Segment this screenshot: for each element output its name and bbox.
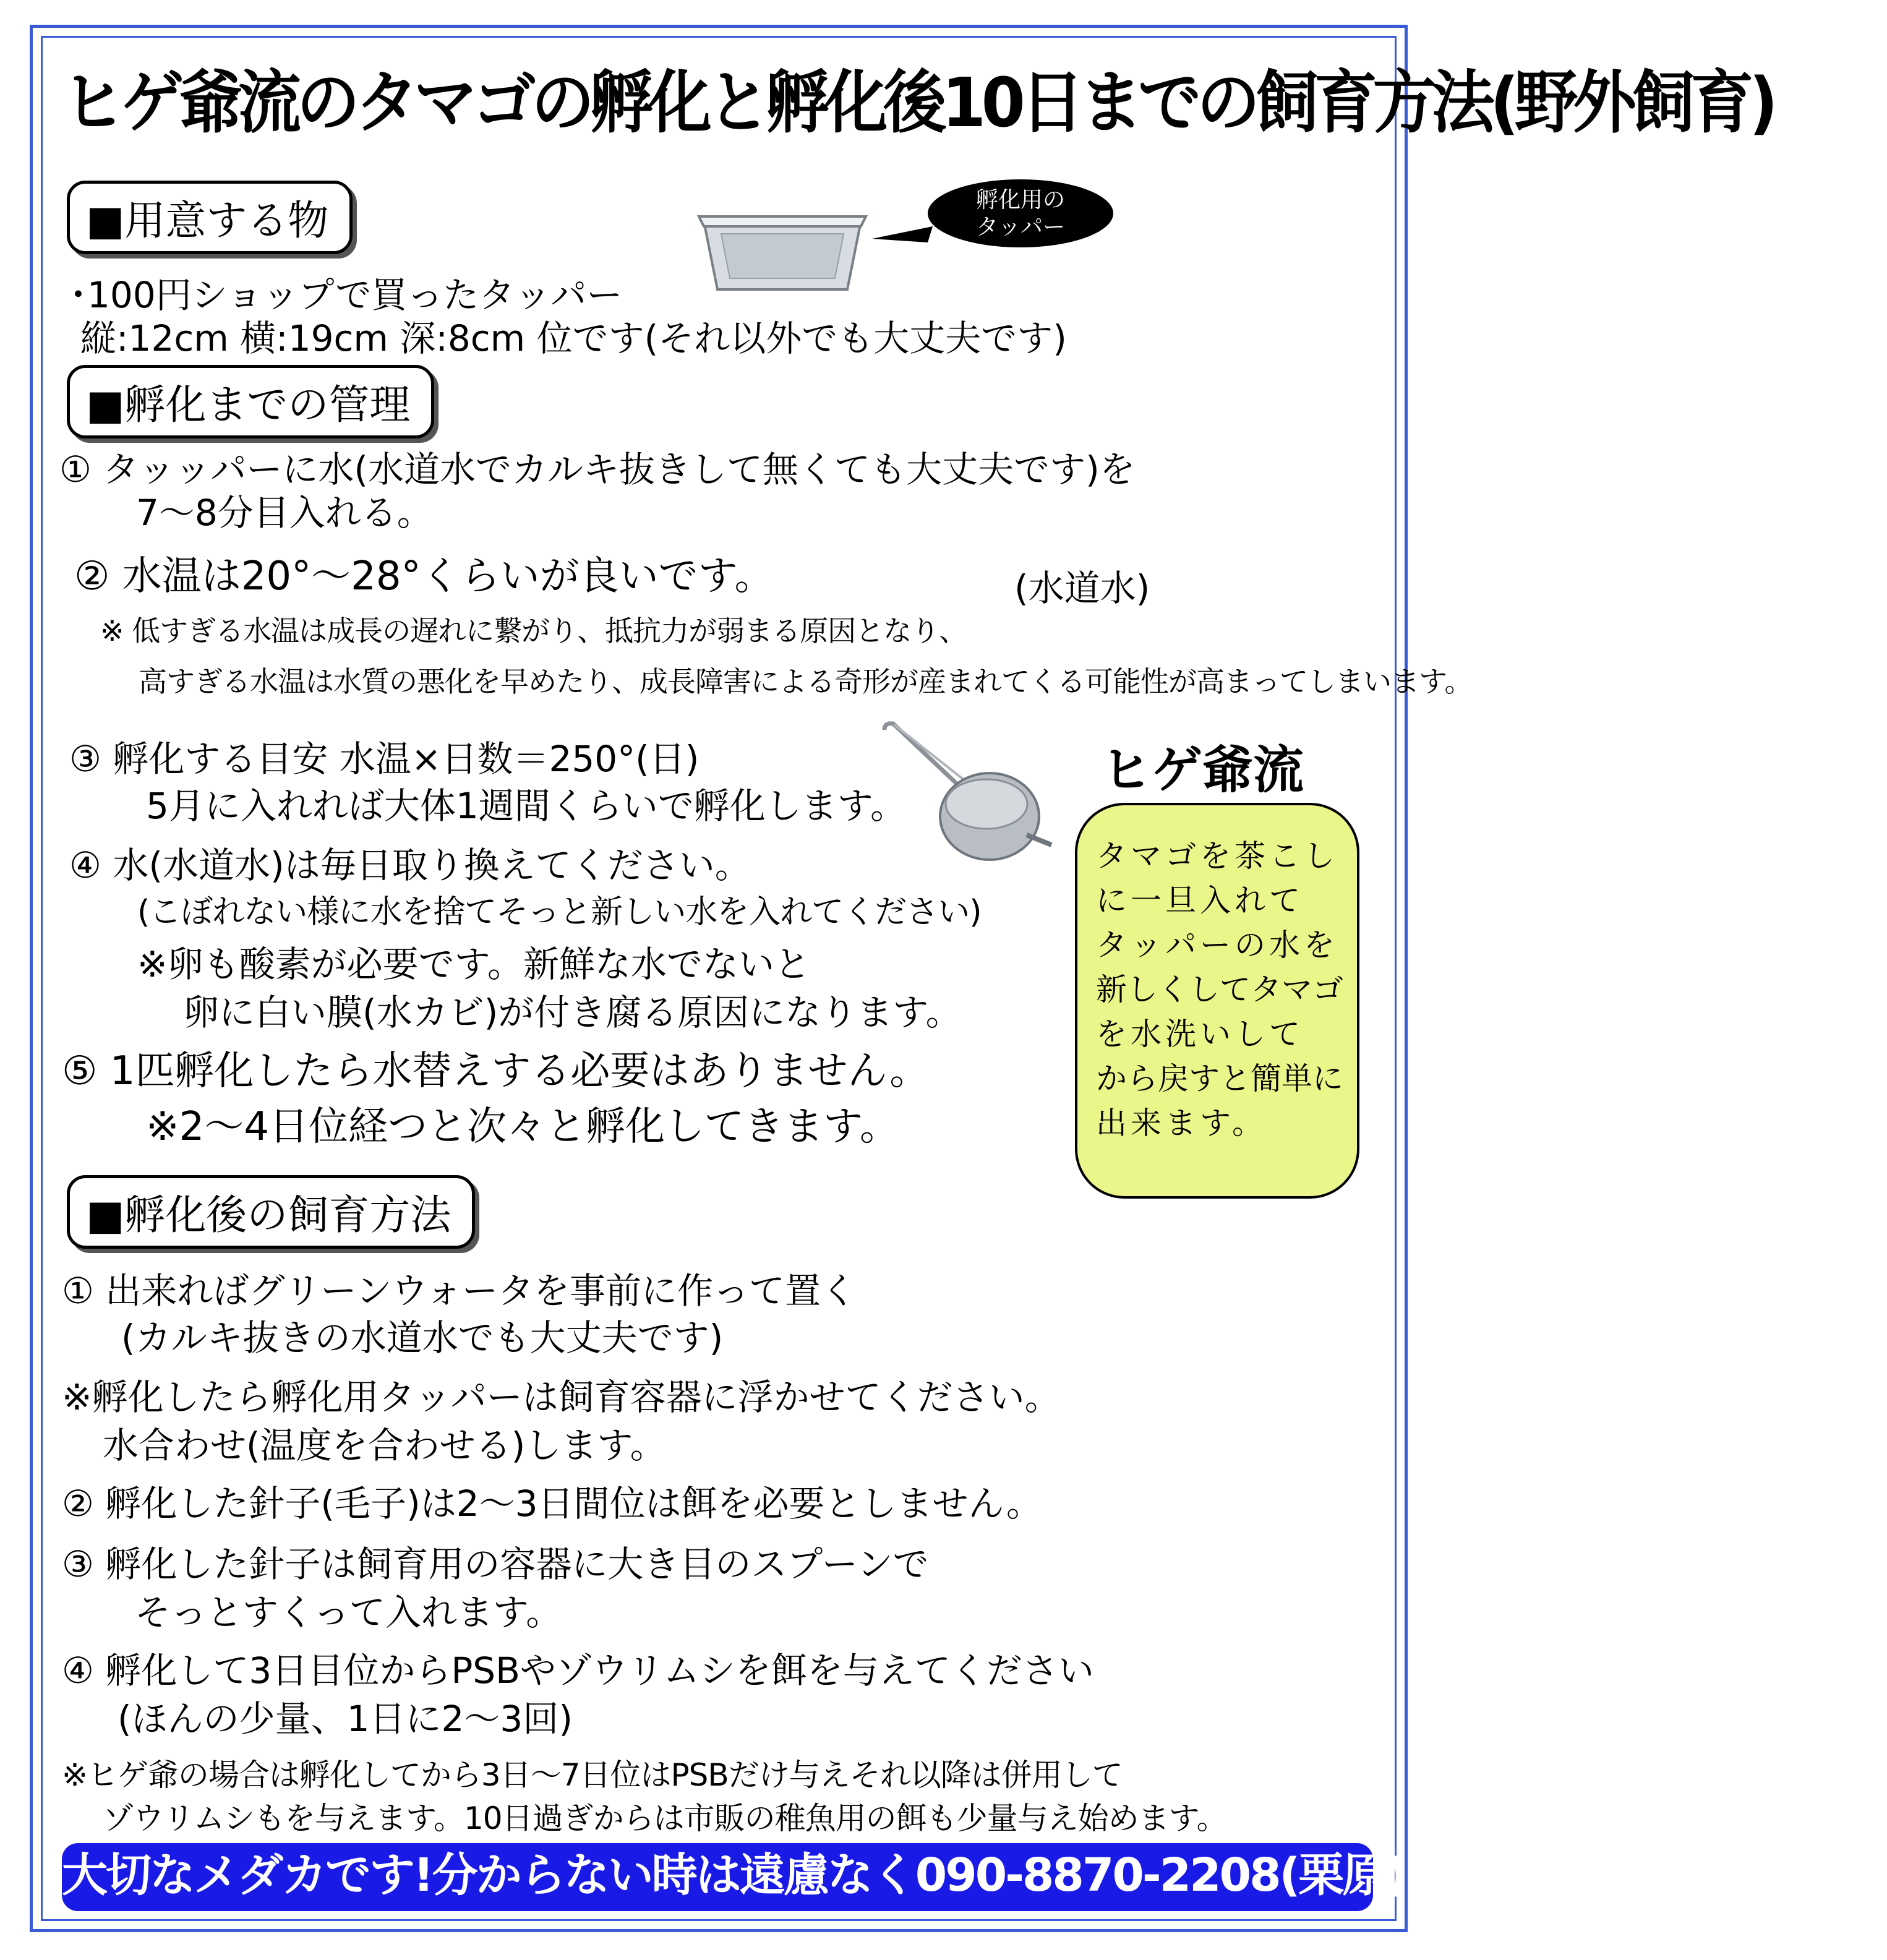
- callout-line-3: タッパーの水を: [1096, 927, 1338, 963]
- temperature-note-1: ※ 低すぎる水温は成長の遅れに繋がり、抵抗力が弱まる原因となり、: [100, 614, 967, 648]
- temperature-note-2: 高すぎる水温は水質の悪化を早めたり、成長障害による奇形が産まれてくる可能性が高まってしまいます。: [139, 665, 1473, 698]
- management-item-5-line-1: ⑤ 1匹孵化したら水替えする必要はありません。: [62, 1048, 930, 1094]
- bubble-line-1: 孵化用の: [975, 187, 1065, 213]
- rearing-item-1-line-1: ① 出来ればグリーンウォータを事前に作って置く: [62, 1270, 857, 1312]
- management-item-3-line-1: ③ 孵化する目安 水温×日数＝250°(日): [69, 738, 700, 780]
- rearing-note-1-line-2: 水合わせ(温度を合わせる)します。: [103, 1424, 666, 1466]
- page-title: ヒゲ爺流のタマゴの孵化と孵化後10日までの飼育方法(野外飼育): [62, 63, 1774, 142]
- section-heading-supplies: ■用意する物: [67, 181, 353, 254]
- bubble-pointer: [866, 223, 934, 247]
- rearing-item-3-line-1: ③ 孵化した針子は飼育用の容器に大き目のスプーンで: [62, 1543, 929, 1585]
- callout-line-2: に一旦入れて: [1096, 883, 1304, 918]
- callout-line-7: 出来ます。: [1096, 1105, 1267, 1141]
- management-item-4-line-4: 卵に白い膜(水カビ)が付き腐る原因になります。: [183, 991, 962, 1033]
- bubble-label: [928, 179, 1113, 247]
- rearing-item-3-line-2: そっとすくって入れます。: [135, 1591, 562, 1633]
- rearing-note-2-line-2: ゾウリムシもを与えます。10日過ぎからは市販の稚魚用の餌も少量与え始めます。: [103, 1800, 1227, 1836]
- section-heading-management: ■孵化までの管理: [67, 365, 434, 439]
- strainer-tip-callout: [1075, 803, 1359, 1199]
- supplies-line-2: 縦:12cm 横:19cm 深:8cm 位です(それ以外でも大丈夫です): [80, 317, 1067, 359]
- container-tupperware-image: [693, 197, 872, 302]
- rearing-item-4-line-1: ④ 孵化して3日目位からPSBやゾウリムシを餌を与えてください: [62, 1650, 1094, 1692]
- management-item-4-line-3: ※卵も酸素が必要です。新鮮な水でないと: [137, 943, 810, 985]
- callout-line-5: を水洗いして: [1096, 1016, 1304, 1052]
- callout-line-1: タマゴを茶こし: [1096, 838, 1338, 874]
- bubble-line-2: タッパー: [975, 215, 1065, 240]
- contact-banner: 大切なメダカです!分からない時は遠慮なく090-8870-2208(栗原)までお知らせください。: [62, 1843, 1373, 1911]
- rearing-item-2: ② 孵化した針子(毛子)は2～3日間位は餌を必要としません。: [62, 1483, 1042, 1525]
- rearing-item-4-line-2: (ほんの少量、1日に2～3回): [118, 1698, 573, 1740]
- tea-strainer-image: [872, 711, 1058, 872]
- management-item-1-line-1: ① タッッパーに水(水道水でカルキ抜きして無くても大丈夫です)を: [59, 448, 1136, 490]
- callout-line-4: 新しくしてタマゴ: [1096, 972, 1343, 1008]
- rearing-note-2-line-1: ※ヒゲ爺の場合は孵化してから3日～7日位はPSBだけ与えそれ以降は併用して: [62, 1757, 1123, 1793]
- rearing-note-1-line-1: ※孵化したら孵化用タッパーは飼育容器に浮かせてください。: [62, 1376, 1061, 1418]
- management-item-5-line-2: ※2～4日位経つと次々と孵化してきます。: [146, 1104, 899, 1150]
- management-item-3-line-2: 5月に入れれば大体1週間くらいで孵化します。: [146, 785, 907, 827]
- management-item-4-line-1: ④ 水(水道水)は毎日取り換えてください。: [69, 844, 751, 886]
- management-item-2-note: (水道水): [1014, 567, 1150, 609]
- section-heading-rearing: ■孵化後の飼育方法: [67, 1175, 475, 1249]
- management-item-1-line-2: 7～8分目入れる。: [136, 492, 433, 534]
- management-item-2: ② 水温は20°～28°くらいが良いです。: [74, 554, 774, 599]
- callout-line-6: から戻すと簡単に: [1096, 1061, 1343, 1097]
- management-item-4-line-2: (こぼれない様に水を捨てそっと新しい水を入れてください): [137, 894, 982, 931]
- rearing-item-1-line-2: (カルキ抜きの水道水でも大丈夫です): [121, 1317, 724, 1359]
- supplies-line-1: ･100円ショップで買ったタッパー: [69, 274, 623, 316]
- brand-name: ヒゲ爺流: [1101, 740, 1304, 800]
